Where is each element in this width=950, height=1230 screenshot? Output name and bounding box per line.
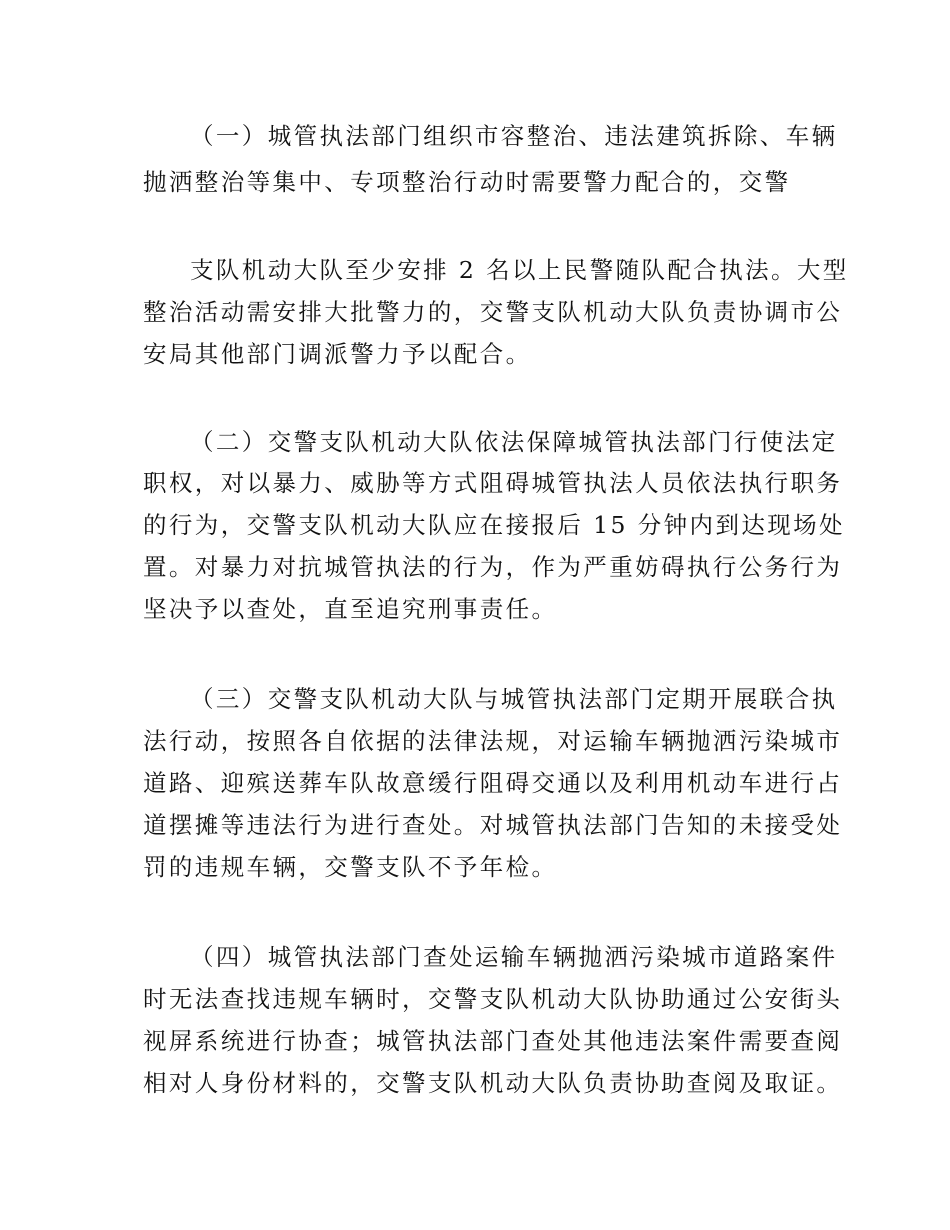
text-line: 视屏系统进行协查；城管执法部门查处其他违法案件需要查阅: [143, 1027, 843, 1055]
text-line: 安局其他部门调派警力予以配合。: [143, 340, 532, 368]
text-line: 抛洒整治等集中、专项整治行动时需要警力配合的，交警: [143, 168, 791, 196]
text-line: （四）城管执法部门查处运输车辆抛洒污染城市道路案件: [190, 943, 838, 971]
text-line: （一）城管执法部门组织市容整治、违法建筑拆除、车辆: [190, 122, 838, 150]
text-line: 罚的违规车辆，交警支队不予年检。: [143, 853, 558, 881]
text-line: （三）交警支队机动大队与城管执法部门定期开展联合执: [190, 685, 838, 713]
text-line: 支队机动大队至少安排 2 名以上民警随队配合执法。大型: [190, 256, 849, 284]
text-line: 的行为，交警支队机动大队应在接报后 15 分钟内到达现场处: [143, 511, 845, 539]
text-line: 置。对暴力对抗城管执法的行为，作为严重妨碍执行公务行为: [143, 553, 843, 581]
text-line: 坚决予以查处，直至追究刑事责任。: [143, 595, 558, 623]
text-line: 道摆摊等违法行为进行查处。对城管执法部门告知的未接受处: [143, 811, 843, 839]
text-line: 整治活动需安排大批警力的，交警支队机动大队负责协调市公: [143, 298, 843, 326]
text-line: 法行动，按照各自依据的法律法规，对运输车辆抛洒污染城市: [143, 727, 843, 755]
text-line: 相对人身份材料的，交警支队机动大队负责协助查阅及取证。: [143, 1069, 843, 1097]
text-line: （二）交警支队机动大队依法保障城管执法部门行使法定: [190, 428, 838, 456]
text-line: 职权，对以暴力、威胁等方式阻碍城管执法人员依法执行职务: [143, 469, 843, 497]
text-line: 道路、迎殡送葬车队故意缓行阻碍交通以及利用机动车进行占: [143, 769, 843, 797]
text-line: 时无法查找违规车辆时，交警支队机动大队协助通过公安街头: [143, 985, 843, 1013]
